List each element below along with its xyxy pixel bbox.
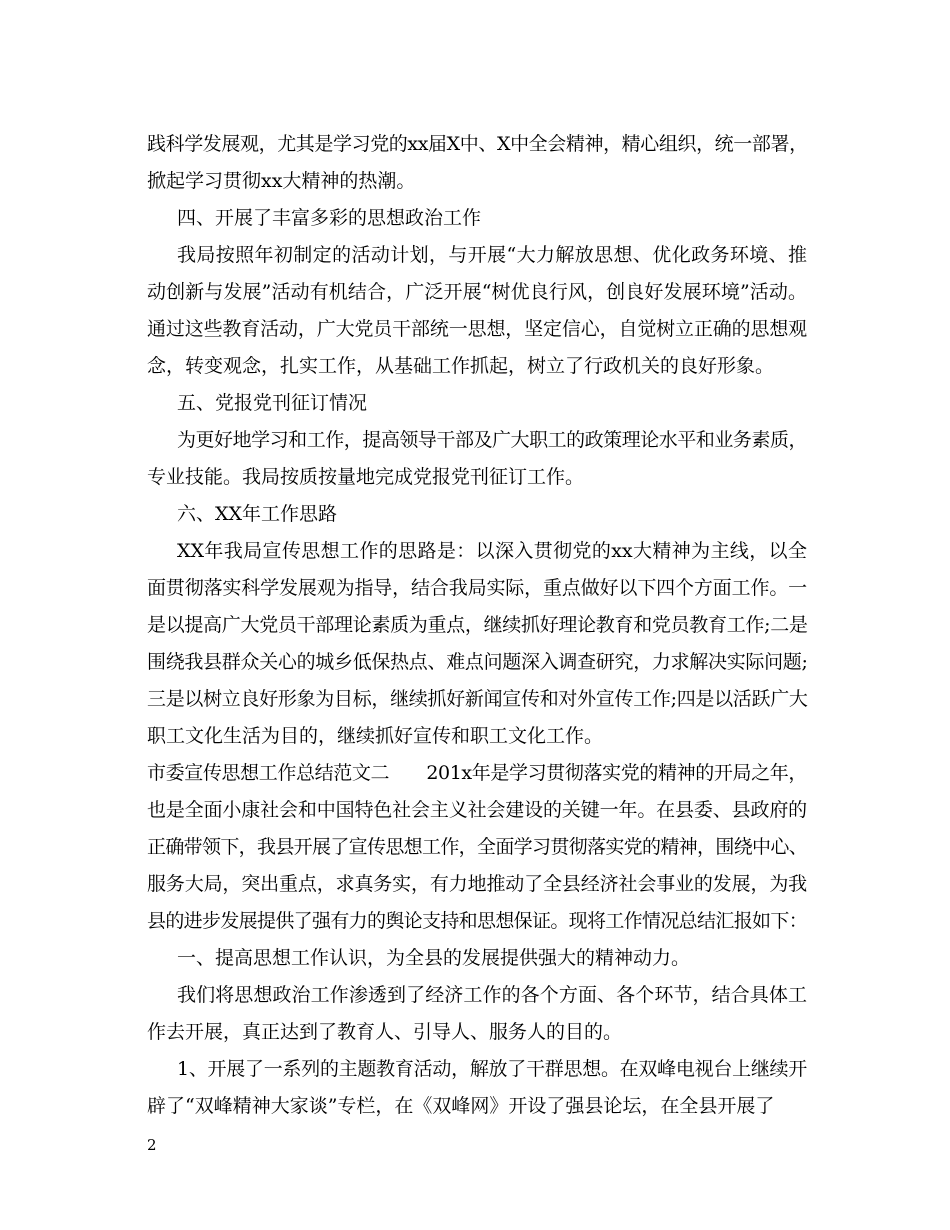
document-body	[147, 126, 807, 1125]
text-line: 县的进步发展提供了强有力的舆论支持和思想保证。现将工作情况总结汇报如下：	[147, 910, 807, 932]
text-line: 专业技能。我局按质按量地完成党报党刊征订工作。	[147, 466, 585, 488]
text-line: 也是全面小康社会和中国特色社会主义社会建设的关键一年。在县委、县政府的	[147, 799, 807, 821]
text-line: 面贯彻落实科学发展观为指导，结合我局实际，重点做好以下四个方面工作。一	[147, 577, 807, 599]
text-line: 掀起学习贯彻xx大精神的热潮。	[147, 170, 416, 192]
text-line: 通过这些教育活动，广大党员干部统一思想，坚定信心，自觉树立正确的思想观	[147, 318, 807, 340]
text-line: 践科学发展观，尤其是学习党的xx届X中、X中全会精神，精心组织，统一部署，	[147, 133, 808, 155]
text-line: 为更好地学习和工作，提高领导干部及广大职工的政策理论水平和业务素质，	[177, 429, 807, 451]
text-line: 正确带领下，我县开展了宣传思想工作，全面学习贯彻落实党的精神，围绕中心、	[147, 836, 807, 858]
page-number: 2	[147, 1136, 157, 1154]
text-line: 市委宣传思想工作总结范文二 201x年是学习贯彻落实党的精神的开局之年，	[147, 762, 807, 784]
text-line: 作去开展，真正达到了教育人、引导人、服务人的目的。	[147, 1021, 623, 1043]
text-line: 辟了“双峰精神大家谈”专栏，在《双峰网》开设了强县论坛，在全县开展了	[147, 1095, 775, 1117]
text-line: 我局按照年初制定的活动计划，与开展“大力解放思想、优化政务环境、推	[177, 244, 807, 266]
text-line: 1、开展了一系列的主题教育活动，解放了干群思想。在双峰电视台上继续开	[177, 1058, 807, 1080]
text-line: 服务大局，突出重点，求真务实，有力地推动了全县经济社会事业的发展，为我	[147, 873, 807, 895]
text-line: XX年我局宣传思想工作的思路是：以深入贯彻党的xx大精神为主线，以全	[177, 540, 807, 562]
section-heading: 一、提高思想工作认识，为全县的发展提供强大的精神动力。	[177, 947, 691, 969]
text-line: 我们将思想政治工作渗透到了经济工作的各个方面、各个环节，结合具体工	[177, 984, 807, 1006]
text-line: 动创新与发展”活动有机结合，广泛开展“树优良行风，创良好发展环境”活动。	[147, 281, 807, 303]
text-line: 职工文化生活为目的，继续抓好宣传和职工文化工作。	[147, 725, 604, 747]
text-line: 是以提高广大党员干部理论素质为重点，继续抓好理论教育和党员教育工作;二是	[147, 614, 808, 636]
text-line: 围绕我县群众关心的城乡低保热点、难点问题深入调查研究，力求解决实际问题;	[147, 651, 808, 673]
section-heading: 五、党报党刊征订情况	[177, 392, 368, 414]
text-line: 念，转变观念，扎实工作，从基础工作抓起，树立了行政机关的良好形象。	[147, 355, 775, 377]
section-heading: 四、开展了丰富多彩的思想政治工作	[177, 207, 482, 229]
section-heading: 六、XX年工作思路	[177, 503, 338, 525]
text-line: 三是以树立良好形象为目标，继续抓好新闻宣传和对外宣传工作;四是以活跃广大	[147, 688, 808, 710]
